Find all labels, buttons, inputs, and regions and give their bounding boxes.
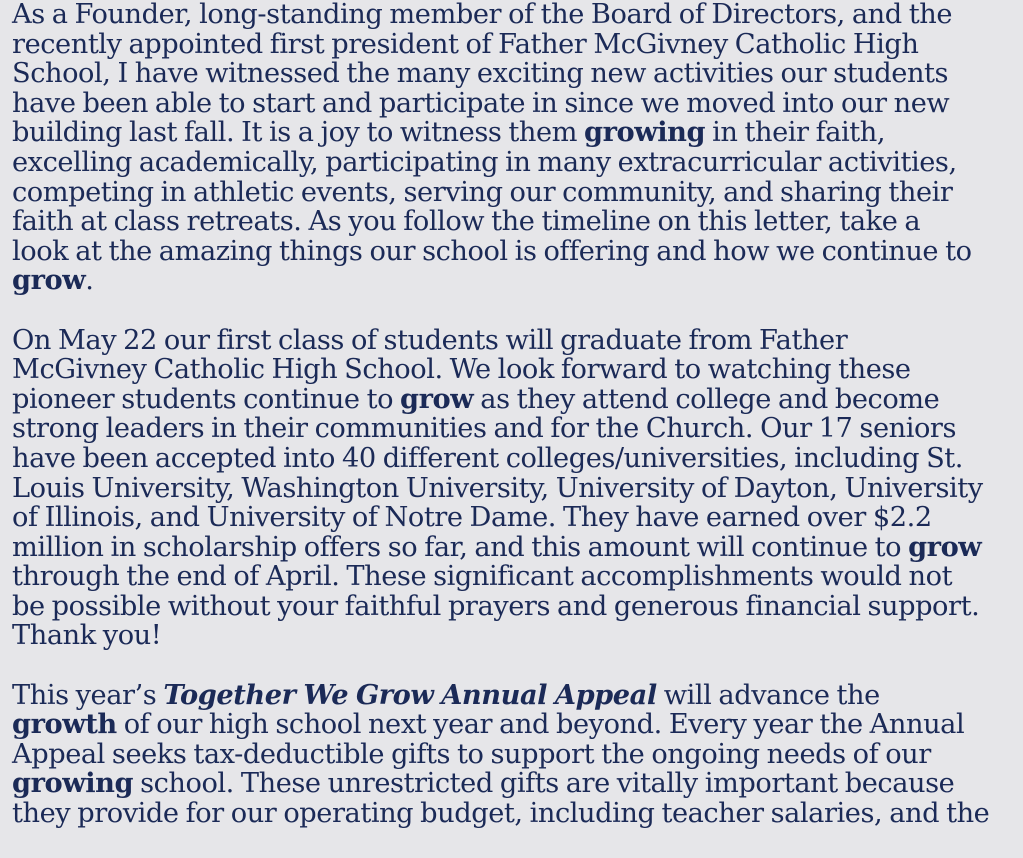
emphasis-word: growing	[584, 116, 706, 149]
text-line	[12, 503, 1022, 533]
text-run: competing in athletic events, serving our community, and sharing their	[12, 176, 953, 208]
emphasis-word: growth	[12, 708, 117, 741]
text-line	[12, 592, 1022, 622]
text-run: faith at class retreats. As you follow the timeline on this letter, take a	[12, 206, 921, 238]
text-run: pioneer students continue to	[12, 383, 401, 415]
text-line	[12, 799, 1022, 829]
text-run: School, I have witnessed the many exciting new activities our students	[12, 58, 949, 90]
text-run: million in scholarship offers so far, and this amount will continue to	[12, 531, 909, 563]
letter-paragraph	[12, 0, 1022, 296]
text-line	[12, 678, 1022, 711]
text-run: recently appointed first president of Father McGivney Catholic High	[12, 28, 919, 60]
text-line	[12, 0, 1022, 30]
text-line	[12, 382, 1022, 415]
letter-paragraph	[12, 678, 1022, 830]
text-run: they provide for our operating budget, including teacher salaries, and the	[12, 798, 990, 830]
text-line	[12, 118, 1022, 148]
text-line	[12, 326, 1022, 356]
text-line	[12, 178, 1022, 208]
text-run: McGivney Catholic High School. We look forward to watching these	[12, 354, 911, 386]
text-line	[12, 621, 1022, 651]
text-line	[12, 148, 1022, 178]
letter-paragraph	[12, 326, 1022, 652]
text-line	[12, 59, 1022, 89]
text-run: will advance the	[656, 679, 880, 711]
text-line	[12, 562, 1022, 592]
text-run: Thank you!	[12, 620, 162, 652]
text-run: in their faith,	[705, 117, 886, 149]
text-run: This year’s	[12, 679, 164, 711]
text-run: Louis University, Washington University, University of Dayton, University	[12, 472, 983, 504]
text-line	[12, 414, 1022, 444]
text-line	[12, 710, 1022, 740]
text-run: as they attend college and become	[473, 383, 940, 415]
text-line	[12, 30, 1022, 60]
emphasis-word: grow	[12, 264, 86, 297]
text-line	[12, 237, 1022, 267]
text-run: of Illinois, and University of Notre Dame. They have earned over $2.2	[12, 502, 932, 534]
text-run: look at the amazing things our school is offering and how we continue to	[12, 235, 972, 267]
text-line	[12, 530, 1022, 563]
emphasis-word: growing	[12, 767, 134, 800]
text-line	[12, 444, 1022, 474]
emphasis-title: Together We Grow Annual Appeal	[163, 678, 657, 711]
text-line	[12, 207, 1022, 237]
text-line	[12, 355, 1022, 385]
text-line	[12, 769, 1022, 799]
text-run: As a Founder, long-standing member of the Board of Directors, and the	[12, 0, 952, 30]
text-run: excelling academically, participating in many extracurricular activities,	[12, 146, 957, 178]
text-run: have been able to start and participate in since we moved into our new	[12, 87, 950, 119]
emphasis-word: grow	[400, 382, 474, 415]
text-run: school. These unrestricted gifts are vitally important because	[133, 768, 955, 800]
text-run: strong leaders in their communities and for the Church. Our 17 seniors	[12, 413, 957, 445]
text-run: have been accepted into 40 different colleges/universities, including St.	[12, 442, 963, 474]
text-run: be possible without your faithful prayers and generous financial support.	[12, 590, 980, 622]
text-line	[12, 740, 1022, 770]
text-run: .	[85, 265, 94, 297]
text-line	[12, 89, 1022, 119]
text-run: Appeal seeks tax-deductible gifts to support the ongoing needs of our	[12, 738, 931, 770]
text-run: On May 22 our first class of students will graduate from Father	[12, 324, 848, 356]
emphasis-word: grow	[908, 530, 982, 563]
text-line	[12, 474, 1022, 504]
letter-body	[12, 0, 1022, 858]
text-run: building last fall. It is a joy to witness them	[12, 117, 585, 149]
text-line	[12, 266, 1022, 296]
text-run: through the end of April. These significant accomplishments would not	[12, 561, 953, 593]
text-run: of our high school next year and beyond. Every year the Annual	[116, 709, 965, 741]
